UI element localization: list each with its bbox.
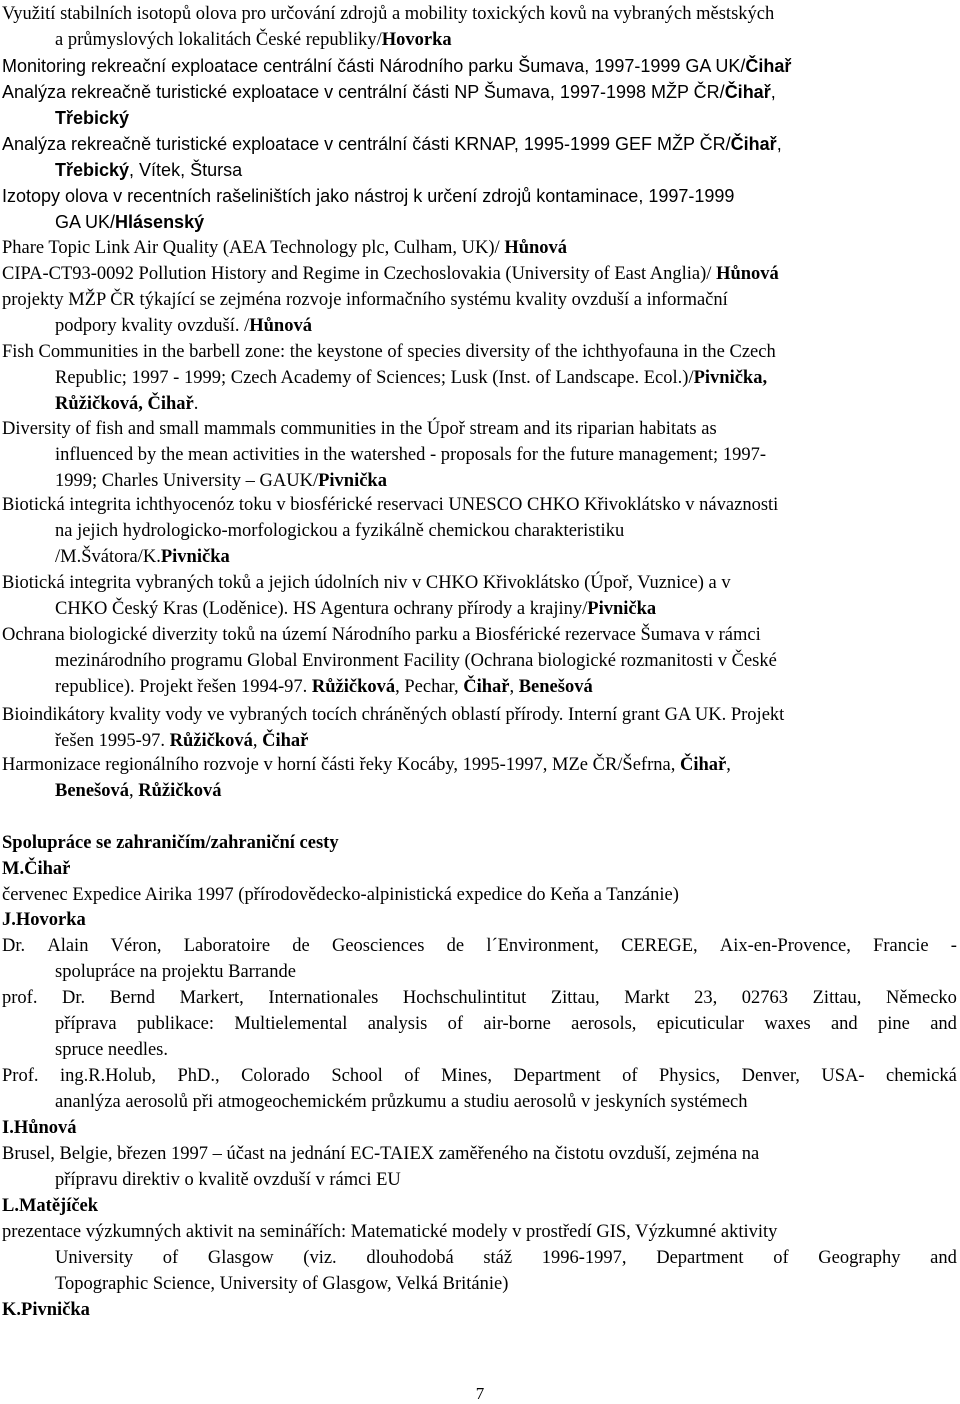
researcher-name: Čihař	[463, 677, 510, 697]
project-entry	[2, 492, 957, 570]
project-title: Phare Topic Link Air Quality (AEA Technology plc, Culham, UK)/	[2, 238, 505, 258]
researcher-name: Hůnová	[249, 316, 312, 336]
section-heading	[2, 830, 957, 856]
person-name: L.Matějíček	[2, 1196, 99, 1216]
project-entry	[2, 570, 957, 622]
project-title: Analýza rekreačně turistické exploatace v centrální části NP Šumava, 1997-1998 MŽP ČR/	[2, 82, 725, 102]
researcher-name: Čihař	[730, 134, 777, 154]
project-title: Monitoring rekreační exploatace centrální části Národního parku Šumava, 1997-1999 GA UK/	[2, 56, 746, 76]
researcher-name: Hovorka	[381, 30, 452, 50]
project-entry: Fish Communities in the barbell zone: the keystone of species diversity of the ichthyofauna in the Czech Republic; 1997 - 1999; Czech Academy of Sciences; Lusk (Inst. of Landscape. Ecol.)/Pivnička, Růžičková, Čihař.	[2, 342, 776, 414]
researcher-name: Čihař	[679, 755, 727, 775]
project-title: Diversity of fish and small mammals communities in the Úpoř stream and its riparian habitats as	[2, 419, 717, 439]
project-title: mezinárodního programu Global Environment Facility (Ochrana biologické rozmanitosti v České	[55, 651, 777, 671]
section-title: Spolupráce se zahraničím/zahraniční cesty	[2, 833, 339, 853]
researcher-name: Hůnová	[504, 238, 568, 258]
project-entry	[2, 261, 957, 287]
project-title: a průmyslových lokalitách České republiky/	[55, 30, 382, 50]
project-title: /M.Švátora/K.	[55, 547, 161, 567]
project-entry	[2, 416, 957, 494]
project-title: Bioindikátory kvality vody ve vybraných tocích chráněných oblastí přírody. Interní grant GA UK. Projekt	[2, 705, 785, 725]
project-entry	[2, 1, 957, 53]
researcher-name: Růžičková	[169, 731, 253, 751]
project-title: Fish Communities in the barbell zone: the keystone of species diversity of the ichthyofauna in the Czech	[2, 342, 776, 362]
cooperation-entry: prezentace výzkumných aktivit na seminářích: Matematické modely v prostředí GIS, Výzkumné aktivity University of Glasgow (viz. dlouhodobá stáž 1996-1997, Department of Geography and Topographic Science, University of Glasgow, Velká Británie)	[2, 1222, 957, 1294]
cooperation-entry: Prof. ing.R.Holub, PhD., Colorado School of Mines, Department of Physics, Denver, USA- chemická ananlýza aerosolů při atmogeochemickém průzkumu a studiu aerosolů v jeskyních systémech	[2, 1066, 957, 1112]
researcher-name: Benešová	[55, 781, 129, 801]
project-title: projekty MŽP ČR týkající se zejména rozvoje informačního systému kvality ovzduší a informační	[2, 290, 728, 310]
person-name: M.Čihař	[2, 859, 71, 879]
project-entry: Ochrana biologické diverzity toků na území Národního parku a Biosférické rezervace Šumava v rámci mezinárodního programu Global Environment Facility (Ochrana biologické rozmanitosti v České republice). Projekt řešen 1994-97. Růžičková, Pechar, Čihař, Benešová	[2, 625, 777, 697]
project-title: CHKO Český Kras (Loděnice). HS Agentura ochrany přírody a krajiny/	[55, 599, 588, 619]
project-entry	[2, 53, 957, 79]
cooperation-entry: Brusel, Belgie, březen 1997 – účast na jednání EC-TAIEX zaměřeného na čistotu ovzduší, zejména na přípravu direktiv o kvalitě ovzduší v rámci EU	[2, 1144, 760, 1190]
project-title: Biotická integrita vybraných toků a jejich údolních niv v CHKO Křivoklátsko (Úpoř, Vuznice) a v	[2, 573, 731, 593]
person-name: I.Hůnová	[2, 1118, 77, 1138]
project-title: podpory kvality ovzduší. /	[55, 316, 250, 336]
project-title: Využití stabilních isotopů olova pro určování zdrojů a mobility toxických kovů na vybraných městských	[2, 4, 775, 24]
project-title: republice). Projekt řešen 1994-97.	[55, 677, 312, 697]
cooperation-entry: červenec Expedice Airika 1997 (přírodovědecko-alpinistická expedice do Keňa a Tanzánie)	[2, 885, 679, 905]
researcher-name: Třebický	[55, 160, 130, 180]
researcher-name: Pivnička	[587, 599, 657, 619]
project-entry: Harmonizace regionálního rozvoje v horní části řeky Kocáby, 1995-1997, MZe ČR/Šefrna, Čihař, Benešová, Růžičková	[2, 755, 731, 801]
researcher-name: Pivnička	[160, 547, 230, 567]
project-title: CIPA-CT93-0092 Pollution History and Regime in Czechoslovakia (University of East Anglia)/	[2, 264, 717, 284]
person-name: J.Hovorka	[2, 910, 86, 930]
project-entry: Analýza rekreačně turistické exploatace v centrální části NP Šumava, 1997-1998 MŽP ČR/Čihař, Třebický	[2, 82, 776, 128]
project-title: Izotopy olova v recentních rašeliništích jako nástroj k určení zdrojů kontaminace, 1997-1999	[2, 186, 735, 206]
project-title: Republic; 1997 - 1999; Czech Academy of Sciences; Lusk (Inst. of Landscape. Ecol.)/	[55, 368, 694, 388]
project-title: GA UK/	[55, 212, 116, 232]
researcher-name: Čihař	[724, 82, 771, 102]
researcher-name: Růžičková, Čihař	[55, 394, 194, 414]
project-authors: , Vítek, Štursa	[129, 160, 243, 180]
cooperation-entry: Dr. Alain Véron, Laboratoire de Geosciences de l´Environment, CEREGE, Aix-en-Provence, Francie - spolupráce na projektu Barrande	[2, 936, 957, 982]
project-title: Harmonizace regionálního rozvoje v horní části řeky Kocáby, 1995-1997, MZe ČR/Šefrna,	[2, 755, 680, 775]
project-title: Ochrana biologické diverzity toků na území Národního parku a Biosférické rezervace Šumava v rámci	[2, 625, 761, 645]
researcher-name: Benešová	[518, 677, 593, 697]
researcher-name: Třebický	[55, 108, 130, 128]
project-entry	[2, 235, 957, 261]
cooperation-entry: prof. Dr. Bernd Markert, Internationales Hochschulintitut Zittau, Markt 23, 02763 Zittau, Německo příprava publikace: Multielemental analysis of air-borne aerosols, epicuticular waxes and pine and spruce needles.	[2, 988, 957, 1060]
project-entry: Bioindikátory kvality vody ve vybraných tocích chráněných oblastí přírody. Interní grant GA UK. Projekt řešen 1995-97. Růžičková, Čihař	[2, 705, 785, 751]
project-title: Biotická integrita ichthyocenóz toku v biosférické reservaci UNESCO CHKO Křivoklátsko v návaznosti	[2, 495, 779, 515]
researcher-name: Pivnička	[318, 471, 387, 491]
project-title: Analýza rekreačně turistické exploatace v centrální části KRNAP, 1995-1999 GEF MŽP ČR/	[2, 134, 731, 154]
person-name: K.Pivnička	[2, 1300, 90, 1320]
researcher-name: Čihař	[745, 56, 792, 76]
project-entry	[2, 183, 957, 235]
project-entry: Analýza rekreačně turistické exploatace v centrální části KRNAP, 1995-1999 GEF MŽP ČR/Čihař, Třebický, Vítek, Štursa	[2, 134, 782, 180]
project-title: influenced by the mean activities in the watershed - proposals for the future management; 1997-	[55, 445, 766, 465]
project-entry	[2, 287, 957, 339]
page-number: 7	[475, 1384, 485, 1403]
researcher-name: Pivnička,	[693, 368, 768, 388]
researcher-name: Hlásenský	[115, 212, 205, 232]
researcher-name: Růžičková	[138, 781, 222, 801]
researcher-name: Hůnová	[716, 264, 779, 284]
project-title: řešen 1995-97.	[55, 731, 170, 751]
project-title: na jejich hydrologicko-morfologickou a fyzikálně chemickou charakteristiku	[55, 521, 625, 541]
researcher-name: Růžičková	[311, 677, 396, 697]
project-title: 1999; Charles University – GAUK/	[55, 471, 319, 491]
researcher-name: Čihař	[262, 731, 309, 751]
